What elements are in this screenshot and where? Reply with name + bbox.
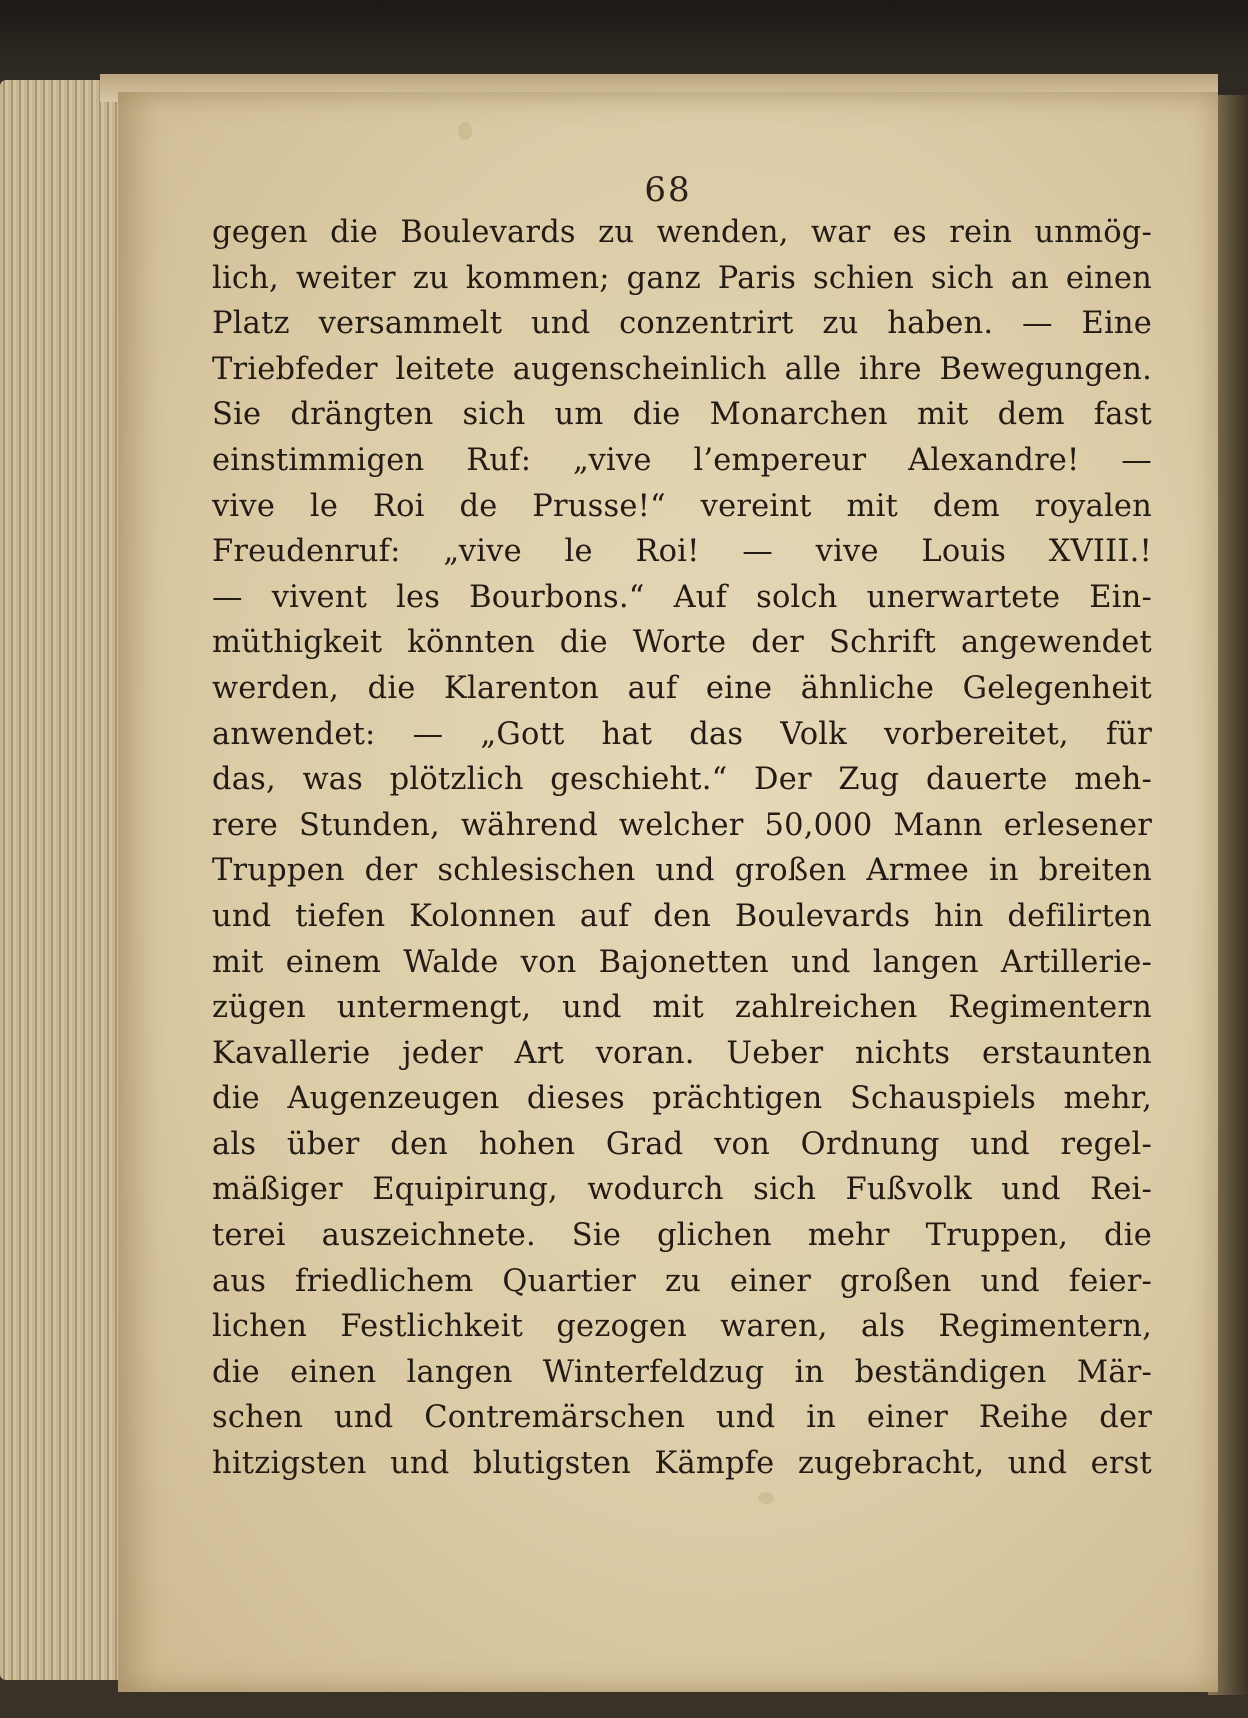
text-line: als über den hohen Grad von Ordnung und regel- (212, 1126, 1152, 1162)
text-line: schen und Contremärschen und in einer Reihe der (212, 1400, 1152, 1436)
text-line: lichen Festlichkeit gezogen waren, als Regimentern, (212, 1309, 1152, 1345)
text-line: Sie drängten sich um die Monarchen mit dem fast (212, 397, 1152, 433)
ink-spot (458, 122, 472, 140)
text-line: Kavallerie jeder Art voran. Ueber nichts erstaunten (212, 1035, 1152, 1071)
text-line: einstimmigen Ruf: „vive l’empereur Alexandre! — (212, 442, 1152, 478)
text-line: terei auszeichnete. Sie glichen mehr Truppen, die (212, 1218, 1152, 1254)
text-line: die Augenzeugen dieses prächtigen Schauspiels mehr, (212, 1081, 1152, 1117)
text-line: die einen langen Winterfeldzug in beständigen Mär- (212, 1354, 1152, 1390)
text-line: rere Stunden, während welcher 50,000 Mann erlesener (212, 807, 1152, 843)
text-line: lich, weiter zu kommen; ganz Paris schien sich an einen (212, 260, 1152, 296)
text-line: hitzigsten und blutigsten Kämpfe zugebracht, und erst (212, 1446, 1152, 1482)
text-line: mäßiger Equipirung, wodurch sich Fußvolk und Rei- (212, 1172, 1152, 1208)
text-line: gegen die Boulevards zu wenden, war es rein unmög- (212, 215, 1152, 250)
text-line: aus friedlichem Quartier zu einer großen und feier- (212, 1263, 1152, 1299)
text-line: Platz versammelt und conzentrirt zu haben. — Eine (212, 306, 1152, 342)
text-line: das, was plötzlich geschieht.“ Der Zug dauerte meh- (212, 762, 1152, 798)
text-line: Freudenruf: „vive le Roi! — vive Louis XVIII.! (212, 534, 1152, 570)
page-stack-edge (0, 80, 130, 1680)
text-line: zügen untermengt, und mit zahlreichen Regimentern (212, 990, 1152, 1026)
text-line: Triebfeder leitete augenscheinlich alle ihre Bewegungen. (212, 351, 1152, 387)
text-line: mit einem Walde von Bajonetten und langen Artillerie- (212, 944, 1152, 980)
body-text (212, 210, 1152, 1487)
text-line: müthigkeit könnten die Worte der Schrift angewendet (212, 625, 1152, 661)
text-line: werden, die Klarenton auf eine ähnliche Gelegenheit (212, 670, 1152, 706)
text-line: — vivent les Bourbons.“ Auf solch unerwartete Ein- (212, 579, 1152, 615)
text-line: vive le Roi de Prusse!“ vereint mit dem royalen (212, 488, 1152, 524)
text-line: Truppen der schlesischen und großen Armee in breiten (212, 853, 1152, 889)
text-line: anwendet: — „Gott hat das Volk vorbereitet, für (212, 716, 1152, 752)
text-line: und tiefen Kolonnen auf den Boulevards hin defilirten (212, 898, 1152, 934)
page-number: 68 (644, 170, 692, 210)
ink-spot (758, 1492, 774, 1504)
